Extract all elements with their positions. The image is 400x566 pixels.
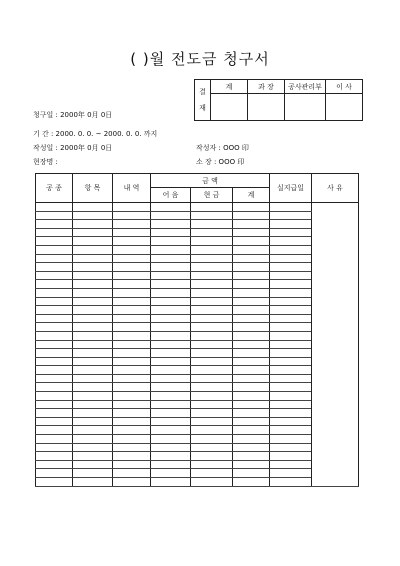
table-cell[interactable]	[36, 297, 73, 306]
table-cell[interactable]	[270, 220, 312, 229]
table-cell[interactable]	[113, 306, 151, 315]
table-cell[interactable]	[151, 349, 191, 358]
table-cell[interactable]	[113, 288, 151, 297]
table-cell[interactable]	[270, 314, 312, 323]
table-cell[interactable]	[151, 237, 191, 246]
table-cell[interactable]	[73, 271, 113, 280]
table-cell[interactable]	[191, 409, 233, 418]
table-cell[interactable]	[191, 340, 233, 349]
table-cell[interactable]	[151, 400, 191, 409]
table-cell[interactable]	[233, 245, 270, 254]
table-row	[36, 452, 359, 461]
approval-label-top: 결	[199, 88, 206, 96]
table-cell[interactable]	[113, 349, 151, 358]
table-cell[interactable]	[73, 297, 113, 306]
table-cell[interactable]	[36, 366, 73, 375]
table-cell[interactable]	[233, 228, 270, 237]
approval-box	[194, 79, 363, 121]
table-cell[interactable]	[36, 288, 73, 297]
table-row	[36, 314, 359, 323]
table-row	[36, 349, 359, 358]
table-cell[interactable]	[151, 392, 191, 401]
table-cell[interactable]	[113, 417, 151, 426]
table-row	[36, 469, 359, 478]
table-row	[36, 237, 359, 246]
table-cell[interactable]	[36, 220, 73, 229]
table-cell[interactable]	[113, 331, 151, 340]
table-cell[interactable]	[151, 245, 191, 254]
table-row	[36, 263, 359, 272]
table-cell[interactable]	[233, 254, 270, 263]
table-cell[interactable]	[73, 349, 113, 358]
header-reason: 사 유	[312, 174, 359, 203]
table-cell[interactable]	[233, 263, 270, 272]
table-cell[interactable]	[36, 323, 73, 332]
table-row	[36, 228, 359, 237]
table-row	[36, 297, 359, 306]
table-cell[interactable]	[36, 460, 73, 469]
table-cell[interactable]	[36, 383, 73, 392]
table-cell[interactable]	[270, 426, 312, 435]
table-body	[36, 203, 359, 487]
table-cell[interactable]	[233, 323, 270, 332]
table-cell[interactable]	[73, 323, 113, 332]
table-cell[interactable]	[113, 460, 151, 469]
table-cell[interactable]	[36, 478, 73, 487]
table-cell[interactable]	[233, 306, 270, 315]
table-cell[interactable]	[270, 417, 312, 426]
table-cell[interactable]	[113, 271, 151, 280]
header-bill: 어 음	[151, 188, 191, 203]
table-cell[interactable]	[233, 211, 270, 220]
table-cell[interactable]	[191, 323, 233, 332]
table-cell[interactable]	[233, 400, 270, 409]
table-cell[interactable]	[113, 211, 151, 220]
table-row	[36, 443, 359, 452]
approval-header-4: 이 사	[326, 80, 363, 94]
reason-cell[interactable]	[312, 203, 359, 487]
table-cell[interactable]	[73, 254, 113, 263]
table-cell[interactable]	[191, 426, 233, 435]
table-cell[interactable]	[73, 469, 113, 478]
table-cell[interactable]	[270, 383, 312, 392]
table-row	[36, 460, 359, 469]
table-cell[interactable]	[270, 211, 312, 220]
table-cell[interactable]	[36, 271, 73, 280]
table-cell[interactable]	[270, 280, 312, 289]
table-cell[interactable]	[233, 288, 270, 297]
table-cell[interactable]	[151, 254, 191, 263]
table-cell[interactable]	[151, 460, 191, 469]
table-cell[interactable]	[151, 340, 191, 349]
table-row	[36, 203, 359, 212]
table-cell[interactable]	[36, 349, 73, 358]
table-cell[interactable]	[191, 203, 233, 212]
table-cell[interactable]	[113, 366, 151, 375]
table-cell[interactable]	[270, 271, 312, 280]
table-cell[interactable]	[191, 271, 233, 280]
table-cell[interactable]	[270, 366, 312, 375]
approval-sign-4[interactable]	[326, 94, 363, 121]
table-cell[interactable]	[191, 331, 233, 340]
table-cell[interactable]	[36, 228, 73, 237]
table-cell[interactable]	[233, 271, 270, 280]
table-cell[interactable]	[191, 280, 233, 289]
table-cell[interactable]	[233, 478, 270, 487]
table-cell[interactable]	[270, 245, 312, 254]
table-cell[interactable]	[113, 374, 151, 383]
page-title: ( )월 전도금 청구서	[130, 50, 270, 68]
table-cell[interactable]	[113, 314, 151, 323]
table-cell[interactable]	[36, 211, 73, 220]
header-detail: 내 역	[113, 174, 151, 203]
table-cell[interactable]	[36, 417, 73, 426]
table-cell[interactable]	[113, 478, 151, 487]
table-cell[interactable]	[191, 314, 233, 323]
table-cell[interactable]	[191, 349, 233, 358]
table-cell[interactable]	[73, 245, 113, 254]
table-cell[interactable]	[36, 263, 73, 272]
table-cell[interactable]	[151, 271, 191, 280]
table-cell[interactable]	[151, 435, 191, 444]
table-cell[interactable]	[191, 288, 233, 297]
approval-header-1: 계	[211, 80, 248, 94]
table-cell[interactable]	[270, 263, 312, 272]
table-cell[interactable]	[113, 340, 151, 349]
table-cell[interactable]	[233, 374, 270, 383]
table-cell[interactable]	[270, 435, 312, 444]
table-cell[interactable]	[36, 203, 73, 212]
table-cell[interactable]	[151, 306, 191, 315]
table-cell[interactable]	[73, 366, 113, 375]
table-cell[interactable]	[191, 374, 233, 383]
writer: 작성자 : OOO 印	[196, 144, 249, 152]
table-cell[interactable]	[36, 280, 73, 289]
table-cell[interactable]	[73, 478, 113, 487]
table-row	[36, 306, 359, 315]
table-row	[36, 245, 359, 254]
table-cell[interactable]	[270, 392, 312, 401]
approval-sign-1[interactable]	[211, 94, 248, 121]
table-cell[interactable]	[113, 263, 151, 272]
table-cell[interactable]	[270, 478, 312, 487]
table-cell[interactable]	[73, 228, 113, 237]
approval-label	[195, 80, 211, 121]
written-date: 작성일 : 2000年 0月 0日	[33, 144, 113, 152]
table-cell[interactable]	[233, 297, 270, 306]
table-cell[interactable]	[113, 254, 151, 263]
table-row	[36, 288, 359, 297]
table-cell[interactable]	[151, 220, 191, 229]
table-cell[interactable]	[191, 220, 233, 229]
table-cell[interactable]	[113, 469, 151, 478]
table-cell[interactable]	[36, 443, 73, 452]
table-cell[interactable]	[233, 435, 270, 444]
table-cell[interactable]	[73, 314, 113, 323]
table-cell[interactable]	[270, 254, 312, 263]
table-cell[interactable]	[151, 288, 191, 297]
table-cell[interactable]	[73, 400, 113, 409]
table-cell[interactable]	[36, 314, 73, 323]
table-cell[interactable]	[36, 435, 73, 444]
table-cell[interactable]	[113, 220, 151, 229]
table-cell[interactable]	[151, 263, 191, 272]
table-cell[interactable]	[233, 452, 270, 461]
site-name: 현장명 :	[33, 158, 58, 166]
table-row	[36, 383, 359, 392]
table-cell[interactable]	[113, 280, 151, 289]
table-cell[interactable]	[73, 417, 113, 426]
table-cell[interactable]	[151, 452, 191, 461]
approval-header-3: 공사관리부	[285, 80, 326, 94]
table-cell[interactable]	[270, 288, 312, 297]
table-cell[interactable]	[191, 392, 233, 401]
table-row	[36, 271, 359, 280]
table-cell[interactable]	[151, 469, 191, 478]
table-cell[interactable]	[151, 228, 191, 237]
table-cell[interactable]	[151, 417, 191, 426]
table-cell[interactable]	[73, 409, 113, 418]
table-cell[interactable]	[73, 340, 113, 349]
period: 기 간 : 2000. 0. 0. ~ 2000. 0. 0. 까지	[33, 130, 158, 138]
table-cell[interactable]	[36, 469, 73, 478]
table-cell[interactable]	[233, 383, 270, 392]
table-row	[36, 211, 359, 220]
approval-sign-3[interactable]	[285, 94, 326, 121]
table-cell[interactable]	[233, 460, 270, 469]
table-cell[interactable]	[73, 288, 113, 297]
request-table	[35, 173, 359, 487]
table-cell[interactable]	[36, 426, 73, 435]
table-cell[interactable]	[270, 297, 312, 306]
table-row	[36, 374, 359, 383]
table-cell[interactable]	[113, 357, 151, 366]
table-cell[interactable]	[191, 366, 233, 375]
table-cell[interactable]	[73, 280, 113, 289]
table-cell[interactable]	[191, 237, 233, 246]
table-row	[36, 340, 359, 349]
table-row	[36, 478, 359, 487]
table-cell[interactable]	[191, 245, 233, 254]
approval-header-2: 과 장	[248, 80, 285, 94]
table-row	[36, 417, 359, 426]
table-cell[interactable]	[233, 280, 270, 289]
table-cell[interactable]	[233, 237, 270, 246]
header-item: 항 목	[73, 174, 113, 203]
table-cell[interactable]	[73, 374, 113, 383]
table-cell[interactable]	[36, 340, 73, 349]
table-cell[interactable]	[113, 297, 151, 306]
table-cell[interactable]	[113, 426, 151, 435]
table-row	[36, 409, 359, 418]
table-cell[interactable]	[73, 452, 113, 461]
table-cell[interactable]	[113, 383, 151, 392]
table-cell[interactable]	[151, 383, 191, 392]
table-row	[36, 331, 359, 340]
table-cell[interactable]	[270, 340, 312, 349]
table-cell[interactable]	[151, 211, 191, 220]
table-cell[interactable]	[191, 383, 233, 392]
table-cell[interactable]	[233, 392, 270, 401]
table-cell[interactable]	[191, 469, 233, 478]
table-cell[interactable]	[36, 392, 73, 401]
table-cell[interactable]	[233, 469, 270, 478]
table-cell[interactable]	[270, 331, 312, 340]
table-cell[interactable]	[151, 323, 191, 332]
table-row	[36, 426, 359, 435]
table-cell[interactable]	[151, 443, 191, 452]
table-cell[interactable]	[151, 357, 191, 366]
approval-label-bottom: 재	[199, 104, 206, 112]
table-cell[interactable]	[113, 409, 151, 418]
table-cell[interactable]	[233, 409, 270, 418]
table-cell[interactable]	[73, 460, 113, 469]
table-cell[interactable]	[191, 417, 233, 426]
table-cell[interactable]	[270, 469, 312, 478]
header-actual-date: 실지급일	[270, 174, 312, 203]
table-cell[interactable]	[113, 435, 151, 444]
table-row	[36, 357, 359, 366]
table-cell[interactable]	[151, 297, 191, 306]
table-cell[interactable]	[191, 263, 233, 272]
table-cell[interactable]	[233, 203, 270, 212]
approval-sign-2[interactable]	[248, 94, 285, 121]
table-cell[interactable]	[270, 409, 312, 418]
table-cell[interactable]	[36, 331, 73, 340]
table-cell[interactable]	[151, 409, 191, 418]
table-cell[interactable]	[73, 211, 113, 220]
table-cell[interactable]	[113, 237, 151, 246]
table-cell[interactable]	[113, 452, 151, 461]
table-cell[interactable]	[270, 357, 312, 366]
table-cell[interactable]	[73, 220, 113, 229]
table-cell[interactable]	[233, 220, 270, 229]
table-cell[interactable]	[36, 254, 73, 263]
table-cell[interactable]	[151, 366, 191, 375]
table-cell[interactable]	[36, 452, 73, 461]
table-cell[interactable]	[151, 280, 191, 289]
table-cell[interactable]	[73, 331, 113, 340]
table-row	[36, 392, 359, 401]
table-cell[interactable]	[73, 435, 113, 444]
table-row	[36, 400, 359, 409]
table-row	[36, 220, 359, 229]
table-cell[interactable]	[151, 203, 191, 212]
table-cell[interactable]	[73, 357, 113, 366]
table-cell[interactable]	[191, 435, 233, 444]
table-row	[36, 435, 359, 444]
table-cell[interactable]	[191, 306, 233, 315]
table-cell[interactable]	[270, 228, 312, 237]
table-cell[interactable]	[270, 237, 312, 246]
table-cell[interactable]	[151, 314, 191, 323]
table-cell[interactable]	[270, 306, 312, 315]
table-cell[interactable]	[191, 478, 233, 487]
header-total: 계	[233, 188, 270, 203]
table-cell[interactable]	[73, 237, 113, 246]
table-cell[interactable]	[36, 237, 73, 246]
table-cell[interactable]	[270, 323, 312, 332]
table-cell[interactable]	[191, 460, 233, 469]
table-cell[interactable]	[191, 228, 233, 237]
table-cell[interactable]	[270, 400, 312, 409]
table-cell[interactable]	[36, 245, 73, 254]
table-cell[interactable]	[191, 443, 233, 452]
table-cell[interactable]	[113, 392, 151, 401]
table-cell[interactable]	[191, 452, 233, 461]
table-row	[36, 366, 359, 375]
request-date: 청구일 : 2000年 0月 0日	[33, 111, 113, 119]
table-cell[interactable]	[270, 349, 312, 358]
table-cell[interactable]	[233, 340, 270, 349]
table-cell[interactable]	[270, 203, 312, 212]
table-cell[interactable]	[151, 426, 191, 435]
site-manager: 소 장 : OOO 印	[196, 158, 245, 166]
table-cell[interactable]	[73, 443, 113, 452]
table-cell[interactable]	[36, 306, 73, 315]
table-cell[interactable]	[36, 357, 73, 366]
table-cell[interactable]	[36, 400, 73, 409]
table-cell[interactable]	[270, 374, 312, 383]
table-cell[interactable]	[270, 452, 312, 461]
table-row	[36, 323, 359, 332]
table-cell[interactable]	[113, 245, 151, 254]
table-cell[interactable]	[113, 228, 151, 237]
table-cell[interactable]	[233, 417, 270, 426]
table-cell[interactable]	[73, 263, 113, 272]
table-cell[interactable]	[73, 203, 113, 212]
table-cell[interactable]	[73, 392, 113, 401]
table-cell[interactable]	[233, 366, 270, 375]
header-cash: 현 금	[191, 188, 233, 203]
table-cell[interactable]	[151, 374, 191, 383]
table-cell[interactable]	[233, 357, 270, 366]
table-cell[interactable]	[270, 443, 312, 452]
table-cell[interactable]	[191, 357, 233, 366]
table-cell[interactable]	[191, 254, 233, 263]
table-cell[interactable]	[113, 203, 151, 212]
table-cell[interactable]	[151, 478, 191, 487]
table-cell[interactable]	[36, 409, 73, 418]
table-cell[interactable]	[36, 374, 73, 383]
table-cell[interactable]	[73, 306, 113, 315]
table-cell[interactable]	[113, 323, 151, 332]
table-cell[interactable]	[191, 297, 233, 306]
table-cell[interactable]	[233, 331, 270, 340]
table-cell[interactable]	[151, 331, 191, 340]
table-cell[interactable]	[191, 400, 233, 409]
table-cell[interactable]	[113, 400, 151, 409]
header-trade: 공 종	[36, 174, 73, 203]
table-cell[interactable]	[233, 443, 270, 452]
header-amount: 금 액	[151, 174, 270, 188]
table-cell[interactable]	[113, 443, 151, 452]
table-cell[interactable]	[233, 314, 270, 323]
table-cell[interactable]	[233, 349, 270, 358]
table-row	[36, 280, 359, 289]
table-cell[interactable]	[73, 383, 113, 392]
table-cell[interactable]	[73, 426, 113, 435]
table-cell[interactable]	[233, 426, 270, 435]
table-row	[36, 254, 359, 263]
table-cell[interactable]	[270, 460, 312, 469]
table-cell[interactable]	[191, 211, 233, 220]
